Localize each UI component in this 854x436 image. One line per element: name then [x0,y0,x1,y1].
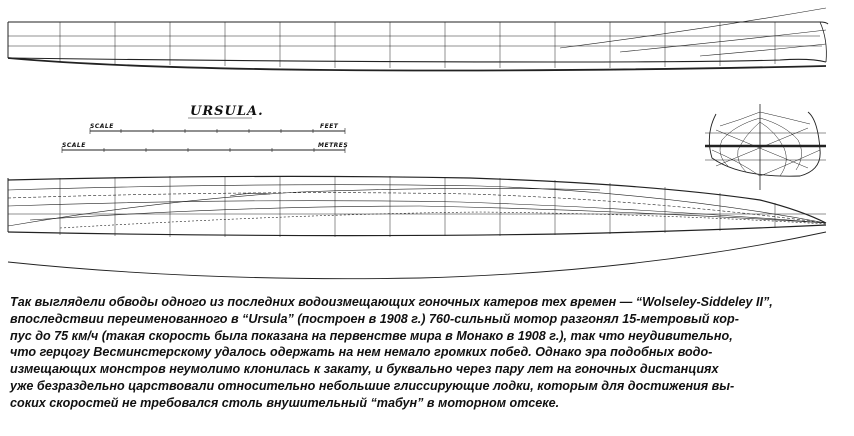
caption-line: впоследствии переименованного в “Ursula” (построен в 1908 г.) 760-сильный мотор разгонял 15-метровый кор- [10,311,739,326]
scale-feet-left-label: SCALE [90,123,114,130]
scale-metres-left-label: SCALE [62,142,86,149]
caption-line: Так выглядели обводы одного из последних водоизмещающих гоночных катеров тех времен — “Wolseley-Siddeley II”, [10,295,773,309]
profile-view [8,8,828,71]
caption-line: пус до 75 км/ч (такая скорость была показана на первенстве мира в Монако в 1908 г.), так что неудивительно, [10,328,733,343]
caption-line: уже безраздельно царствовали относительно небольшие глиссирующие лодки, которым для достижения вы- [10,378,735,393]
scale-feet-right-label: FEET [320,123,339,130]
caption-line: соких скоростей не требовался столь внушительный “табун” в моторном отсеке. [10,395,560,410]
scale-metres-right-label: METRES [318,142,349,149]
caption-line: измещающих монстров неумолимо клонилась к закату, и буквально через пару лет на гоночных дистанциях [10,362,719,377]
drawing-title: URSULA. [190,104,264,119]
body-plan [705,104,826,190]
bottom-sweep-curve [8,232,826,279]
plan-view [8,176,826,237]
caption-line: что герцогу Весминстерскому удалось одержать на нем немало громких побед. Однако эра подобных водо- [10,345,713,360]
caption [10,294,846,412]
